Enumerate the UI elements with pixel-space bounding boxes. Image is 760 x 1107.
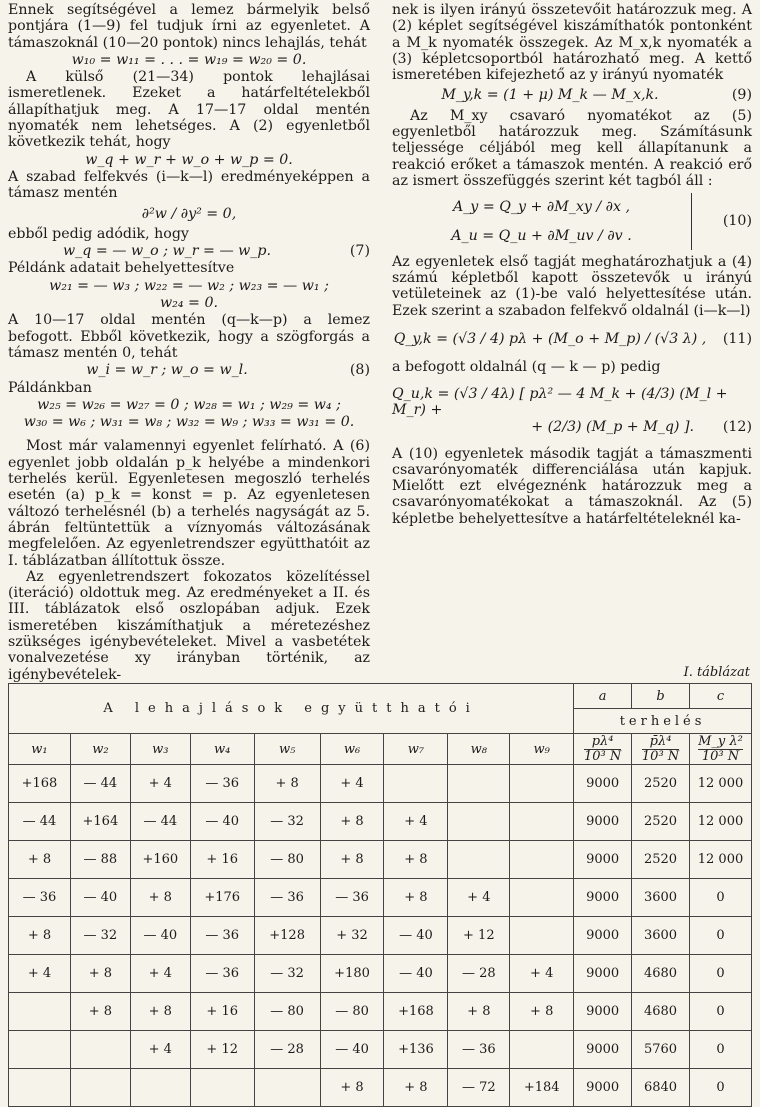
table-cell: — 40	[320, 1031, 384, 1069]
table-cell	[70, 1069, 130, 1107]
table-cell: — 36	[190, 955, 254, 993]
table-cell: — 80	[320, 993, 384, 1031]
table-cell	[190, 1069, 254, 1107]
table-cell: 5760	[632, 1031, 690, 1069]
table-cell	[510, 917, 574, 955]
table-cell: — 32	[254, 955, 320, 993]
table-cell: 0	[690, 1031, 752, 1069]
table-cell: 3600	[632, 879, 690, 917]
table-cell: + 16	[190, 993, 254, 1031]
table-cell: — 36	[254, 879, 320, 917]
table-cell: + 4	[130, 955, 190, 993]
table-cell: — 40	[70, 879, 130, 917]
table-cell	[9, 1069, 71, 1107]
table-cell: — 40	[190, 803, 254, 841]
table-cell: 9000	[574, 1069, 632, 1107]
table-cell: 2520	[632, 765, 690, 803]
col-w9: w₉	[510, 734, 574, 765]
table-cell: + 4	[510, 955, 574, 993]
paragraph: A külső (21—34) pontok lehajlásai ismeretlenek. Ezeket a határfeltételekből állapíthatjuk meg. A 17—17 oldal mentén nyomaték nem lehetséges. A (2) egyenletből következik tehát, hogy	[8, 69, 370, 151]
table-cell: + 12	[190, 1031, 254, 1069]
table-cell	[510, 1031, 574, 1069]
load-title: terhelés	[574, 709, 752, 734]
table-cell	[70, 1031, 130, 1069]
table-cell: +184	[510, 1069, 574, 1107]
table-cell: + 8	[384, 841, 448, 879]
right-column	[392, 2, 752, 527]
table-cell	[9, 993, 71, 1031]
table-cell: — 44	[9, 803, 71, 841]
equation: w₂₅ = w₂₆ = w₂₇ = 0 ; w₂₈ = w₁ ; w₂₉ = w₄ ;	[37, 396, 341, 413]
table-cell: — 72	[448, 1069, 510, 1107]
table-cell	[448, 765, 510, 803]
table-cell: 0	[690, 993, 752, 1031]
table-cell: + 8	[9, 841, 71, 879]
paragraph: A (10) egyenletek második tagját a támaszmenti csavarónyomaték differenciálása után kapjuk. Mielőtt ezt elvégeznénk határozzuk meg a csavarónyomatékokat a támaszoknál. Az (5) képletbe behelyettesítve a határfeltételeknél ka-	[392, 445, 752, 527]
equation-9: M_y,k = (1 + μ) M_k — M_x,k. (9)	[441, 87, 752, 104]
col-w2: w₂	[70, 734, 130, 765]
table-cell: + 4	[9, 955, 71, 993]
table-row	[9, 1031, 752, 1069]
table-cell: — 40	[130, 917, 190, 955]
equation: w₃₀ = w₆ ; w₃₁ = w₈ ; w₃₂ = w₉ ; w₃₃ = w₃₁ = 0.	[23, 414, 355, 431]
table-cell: + 4	[130, 765, 190, 803]
paragraph: Most már valamennyi egyenlet felírható. A (6) egyenlet jobb oldalán p_k helyébe a mindenkori terhelés kerül. Egyenletesen megoszló terhelés esetén (a) p_k = konst = p. Az egyenletesen változó terhelésnél (b) a terhelés nagyságát az 5. ábrán feltüntettük a víznyomás változásának megfelelően. Az egyenletrendszer együtthatóit az I. táblázatban állítottuk össze.	[8, 438, 370, 569]
table-cell: 12 000	[690, 765, 752, 803]
load-letter-b: b	[632, 684, 690, 709]
col-w7: w₇	[384, 734, 448, 765]
table-cell: — 40	[384, 955, 448, 993]
paragraph: A szabad felfekvés (i—k—l) eredményeképpen a támasz mentén	[8, 168, 370, 202]
table-cell	[448, 841, 510, 879]
table-cell: + 8	[320, 841, 384, 879]
paragraph: Az egyenletek első tagját meghatározhatjuk a (4) számú képletből kapott összetevők u irányú vetületeinek az (1)-be való helyettesítése után. Ezek szerint a szabadon felfekvő oldalnál (i—k—l)	[392, 253, 752, 319]
table-cell: 0	[690, 917, 752, 955]
table-row	[9, 917, 752, 955]
equation-8: w_i = w_r ; w_o = w_l. (8)	[86, 362, 370, 379]
table-cell: + 8	[384, 1069, 448, 1107]
col-load-c: $\frac{\text{M\_y λ²}}{\text{10³ N}}$	[690, 734, 752, 765]
table-cell: — 88	[70, 841, 130, 879]
table-cell: 0	[690, 1069, 752, 1107]
table-cell: — 36	[448, 1031, 510, 1069]
table-cell: — 32	[70, 917, 130, 955]
equation: w_q + w_r + w_o + w_p = 0.	[85, 151, 293, 168]
table-cell	[254, 1069, 320, 1107]
table-cell: + 8	[320, 803, 384, 841]
table-cell	[384, 765, 448, 803]
table-cell: + 8	[448, 993, 510, 1031]
table-cell: 9000	[574, 879, 632, 917]
table-cell: 9000	[574, 765, 632, 803]
load-letter-c: c	[690, 684, 752, 709]
table-row	[9, 879, 752, 917]
paragraph: A 10—17 oldal mentén (q—k—p) a lemez befogott. Ebből következik, hogy a szögforgás a támasz mentén 0, tehát	[8, 312, 370, 361]
table-cell: +176	[190, 879, 254, 917]
table-cell: + 8	[510, 993, 574, 1031]
table-cell: +164	[70, 803, 130, 841]
table-cell: 0	[690, 955, 752, 993]
table-cell: + 8	[320, 1069, 384, 1107]
table-cell: +168	[9, 765, 71, 803]
table-cell: + 32	[320, 917, 384, 955]
table-cell	[448, 803, 510, 841]
table-cell: + 16	[190, 841, 254, 879]
table-cell: 2520	[632, 841, 690, 879]
table-cell: + 4	[384, 803, 448, 841]
table-header-row	[9, 684, 752, 709]
table-cell: +180	[320, 955, 384, 993]
equation: w₁₀ = w₁₁ = . . . = w₁₉ = w₂₀ = 0.	[71, 51, 307, 68]
col-w8: w₈	[448, 734, 510, 765]
paragraph: ebből pedig adódik, hogy	[8, 225, 189, 242]
load-letter-a: a	[574, 684, 632, 709]
table-cell: 12 000	[690, 803, 752, 841]
table-cell: — 44	[70, 765, 130, 803]
table-cell: 9000	[574, 917, 632, 955]
table-cell: + 8	[70, 993, 130, 1031]
table-cell: — 36	[190, 917, 254, 955]
equation-10: A_y = Q_y + ∂M_xy / ∂x , A_u = Q_u + ∂M_uv / ∂v . (10)	[392, 193, 752, 250]
table-cell: + 4	[130, 1031, 190, 1069]
table-cell: + 4	[320, 765, 384, 803]
table-cell: + 4	[448, 879, 510, 917]
paragraph: nek is ilyen irányú összetevőit határozzuk meg. A (2) képlet segítségével kiszámíthatók pontonként a M_k nyomaték összegek. Az M_x,k nyomaték a (3) képletcsoportból határozható meg. A kettő ismeretében kifejezhető az y irányú nyomaték	[392, 2, 752, 84]
table-cell: — 40	[384, 917, 448, 955]
table-cell	[510, 803, 574, 841]
table-cell	[130, 1069, 190, 1107]
table-cell: +136	[384, 1031, 448, 1069]
coefficient-table	[8, 683, 752, 1107]
left-column	[8, 2, 370, 683]
table-cell: 3600	[632, 917, 690, 955]
table-cell: + 12	[448, 917, 510, 955]
equation: ∂²w / ∂y² = 0,	[141, 205, 237, 222]
table-cell: 9000	[574, 841, 632, 879]
table-cell: — 28	[254, 1031, 320, 1069]
table-cell: 6840	[632, 1069, 690, 1107]
col-w5: w₅	[254, 734, 320, 765]
table-cell: — 80	[254, 993, 320, 1031]
table-cell: + 8	[130, 879, 190, 917]
table-cell: 12 000	[690, 841, 752, 879]
col-load-b: $\frac{\text{p̄λ⁴}}{\text{10³ N}}$	[632, 734, 690, 765]
table-cell: 4680	[632, 993, 690, 1031]
paragraph: Az egyenletrendszert fokozatos közelítéssel (iteráció) oldottuk meg. Az eredményeket a II. és III. táblázatok első oszlopában adjuk. Ezek ismeretében kiszámíthatjuk a méretezéshez szükséges igénybevételeket. Mivel a vasbetétek vonalvezetése xy irányban történik, az igénybevételek-	[8, 568, 370, 683]
table-cell	[9, 1031, 71, 1069]
equation-12: + (2/3) (M_p + M_q) ]. (12)	[531, 419, 752, 436]
table-row	[9, 993, 752, 1031]
table-cell: +160	[130, 841, 190, 879]
col-load-a: $\frac{\text{pλ⁴}}{\text{10³ N}}$	[574, 734, 632, 765]
col-w6: w₆	[320, 734, 384, 765]
paragraph: Ennek segítségével a lemez bármelyik belső pontjára (1—9) fel tudjuk írni az egyenletet. A támaszoknál (10—20 pontok) nincs lehajlás, tehát	[8, 2, 370, 51]
table-cell: + 8	[70, 955, 130, 993]
table-cell: — 28	[448, 955, 510, 993]
table-row	[9, 765, 752, 803]
equation: w₂₄ = 0.	[160, 295, 218, 312]
table-cell: — 36	[320, 879, 384, 917]
paragraph: Páldánkban	[8, 379, 92, 396]
table-cell: 9000	[574, 955, 632, 993]
paragraph: Példánk adatait behelyettesítve	[8, 260, 235, 277]
table-row	[9, 955, 752, 993]
equation: w₂₁ = — w₃ ; w₂₂ = — w₂ ; w₂₃ = — w₁ ;	[49, 277, 329, 294]
table-cell: — 80	[254, 841, 320, 879]
table-cell: + 8	[384, 879, 448, 917]
table-cell: — 44	[130, 803, 190, 841]
table-cell: +128	[254, 917, 320, 955]
table-cell: + 8	[130, 993, 190, 1031]
table-cell: 9000	[574, 803, 632, 841]
table-cell: — 36	[9, 879, 71, 917]
table-cell: +168	[384, 993, 448, 1031]
table-cell: — 32	[254, 803, 320, 841]
paragraph: a befogott oldalnál (q — k — p) pedig	[392, 359, 661, 376]
equation-7: w_q = — w_o ; w_r = — w_p. (7)	[63, 243, 370, 260]
table-cell: 4680	[632, 955, 690, 993]
table-cell: + 8	[254, 765, 320, 803]
table-row	[9, 803, 752, 841]
table-cell: + 8	[9, 917, 71, 955]
table-row	[9, 1069, 752, 1107]
col-w1: w₁	[9, 734, 71, 765]
paragraph: Az M_xy csavaró nyomatékot az (5) egyenletből határozzuk meg. Számításunk teljessége céljából meg kell állapítanunk a reakció erőket a támaszok mentén. A reakció erő az ismert összefüggés szerint két tagból áll :	[392, 107, 752, 189]
col-w3: w₃	[130, 734, 190, 765]
group-title: A lehajlások együtthatói	[9, 684, 574, 734]
col-w4: w₄	[190, 734, 254, 765]
table-cell	[510, 841, 574, 879]
table-cell: 9000	[574, 1031, 632, 1069]
table-cell: 9000	[574, 993, 632, 1031]
table-caption: I. táblázat	[683, 665, 750, 680]
table-row	[9, 841, 752, 879]
table-cell: — 36	[190, 765, 254, 803]
table-cell	[510, 879, 574, 917]
table-cell	[510, 765, 574, 803]
equation-12: Q_u,k = (√3 / 4λ) [ pλ² — 4 M_k + (4/3) (M_l + M_r) +	[392, 385, 728, 418]
table-cell: 0	[690, 879, 752, 917]
equation-11: Q_y,k = (√3 / 4) pλ + (M_o + M_p) / (√3 λ) , (11)	[393, 331, 752, 348]
column-header-row	[9, 734, 752, 765]
table-cell: 2520	[632, 803, 690, 841]
